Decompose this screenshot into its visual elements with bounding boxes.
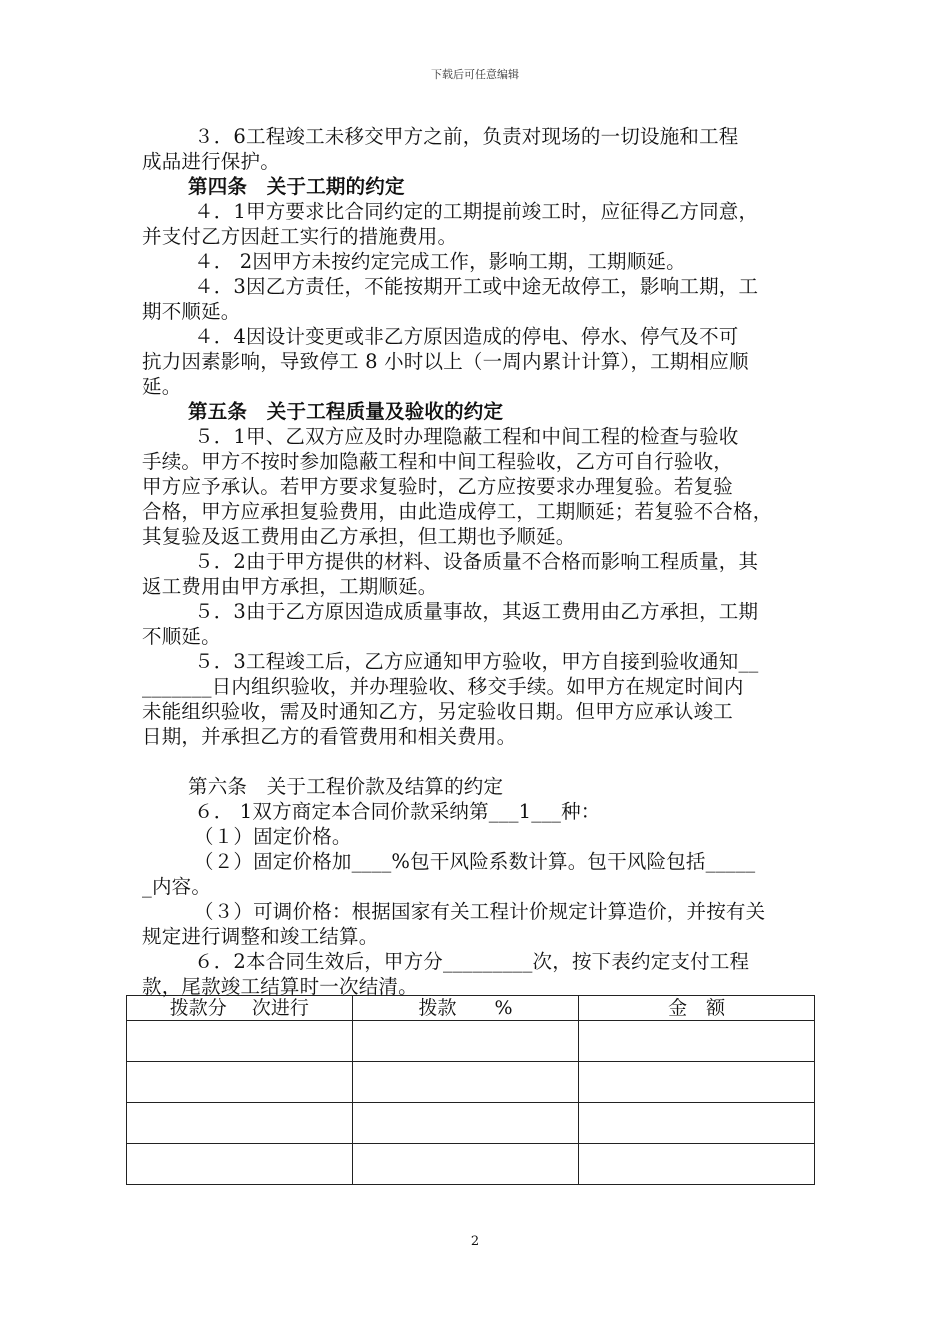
table-cell	[352, 1062, 579, 1103]
paragraph-line: 甲方应予承认。若甲方要求复验时，乙方应按要求办理复验。若复验	[142, 475, 734, 498]
paragraph-line: 其复验及返工费用由乙方承担，但工期也予顺延。	[142, 525, 576, 548]
paragraph-line: ３．6工程竣工未移交甲方之前，负责对现场的一切设施和工程	[194, 125, 739, 148]
paragraph-line: （２）固定价格加____%包干风险系数计算。包干风险包括_____	[194, 850, 756, 873]
paragraph-line: 日期，并承担乙方的看管费用和相关费用。	[142, 725, 517, 748]
paragraph-line: ５．1甲、乙双方应及时办理隐蔽工程和中间工程的检查与验收	[194, 425, 739, 448]
paragraph-line: 款，尾款竣工结算时一次结清。	[142, 975, 418, 998]
paragraph-line: ５．2由于甲方提供的材料、设备质量不合格而影响工程质量，其	[194, 550, 759, 573]
paragraph-line: ６．2本合同生效后，甲方分_________次，按下表约定支付工程	[194, 950, 750, 973]
table-row	[127, 1103, 815, 1144]
paragraph-line: 规定进行调整和竣工结算。	[142, 925, 379, 948]
paragraph-line: ６． 1双方商定本合同价款采纳第___1___种：	[194, 800, 601, 823]
table-cell	[579, 1144, 815, 1185]
section-heading: 第五条 关于工程质量及验收的约定	[188, 400, 504, 423]
paragraph-line: （１）固定价格。	[194, 825, 352, 848]
column-header-installment: 拨款分 次进行	[127, 996, 353, 1021]
paragraph-line: 未能组织验收，需及时通知乙方，另定验收日期。但甲方应承认竣工	[142, 700, 734, 723]
paragraph-line: ５．3工程竣工后，乙方应通知甲方验收，甲方自接到验收通知__	[194, 650, 759, 673]
paragraph-line: （３）可调价格：根据国家有关工程计价规定计算造价，并按有关	[194, 900, 766, 923]
section-heading: 第四条 关于工期的约定	[188, 175, 405, 198]
payment-schedule-table	[126, 995, 815, 1185]
table-cell	[579, 1103, 815, 1144]
table-cell	[352, 1021, 579, 1062]
table-cell	[127, 1062, 353, 1103]
document-body	[142, 124, 822, 999]
table-header-row	[127, 996, 815, 1021]
paragraph-line: 期不顺延。	[142, 300, 241, 323]
table-cell	[352, 1144, 579, 1185]
paragraph-line: 返工费用由甲方承担，工期顺延。	[142, 575, 438, 598]
paragraph-line: 手续。甲方不按时参加隐蔽工程和中间工程验收，乙方可自行验收，	[142, 450, 734, 473]
table-cell	[127, 1144, 353, 1185]
table-cell	[579, 1021, 815, 1062]
paragraph-line: 并支付乙方因赶工实行的措施费用。	[142, 225, 458, 248]
paragraph-line: ４． 2因甲方未按约定完成工作，影响工期，工期顺延。	[194, 250, 686, 273]
paragraph-line: 延。	[142, 375, 182, 398]
paragraph-line: 不顺延。	[142, 625, 221, 648]
table-row	[127, 1062, 815, 1103]
paragraph-line: 合格，甲方应承担复验费用，由此造成停工，工期顺延；若复验不合格，	[142, 500, 773, 523]
page-header: 下载后可任意编辑	[431, 68, 519, 81]
paragraph-line: _______日内组织验收，并办理验收、移交手续。如甲方在规定时间内	[142, 675, 744, 698]
paragraph-line: ４．3因乙方责任，不能按期开工或中途无故停工，影响工期，工	[194, 275, 759, 298]
table-cell	[127, 1021, 353, 1062]
paragraph-line: ５．3由于乙方原因造成质量事故，其返工费用由乙方承担，工期	[194, 600, 759, 623]
table-cell	[127, 1103, 353, 1144]
paragraph-line: 抗力因素影响，导致停工 8 小时以上（一周内累计计算），工期相应顺	[142, 350, 749, 373]
paragraph-line: _内容。	[142, 875, 212, 898]
page-number: 2	[470, 1234, 480, 1249]
table-cell	[579, 1062, 815, 1103]
blank-line	[142, 749, 822, 774]
section-heading: 第六条 关于工程价款及结算的约定	[188, 775, 504, 798]
column-header-percent: 拨款 %	[352, 996, 579, 1021]
table-row	[127, 1021, 815, 1062]
table-cell	[352, 1103, 579, 1144]
paragraph-line: ４．4因设计变更或非乙方原因造成的停电、停水、停气及不可	[194, 325, 739, 348]
table-row	[127, 1144, 815, 1185]
column-header-amount: 金 额	[579, 996, 815, 1021]
paragraph-line: 成品进行保护。	[142, 150, 280, 173]
paragraph-line: ４．1甲方要求比合同约定的工期提前竣工时，应征得乙方同意，	[194, 200, 759, 223]
